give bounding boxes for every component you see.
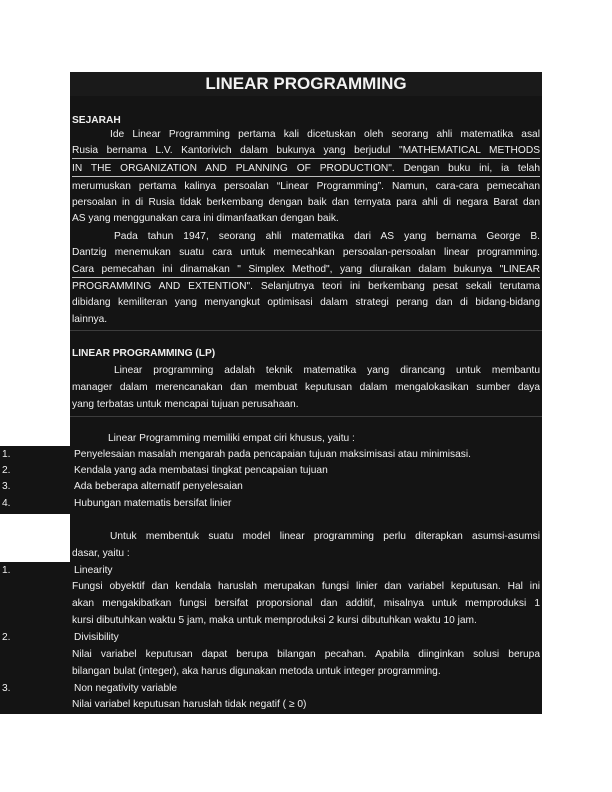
list-number: 4.	[2, 498, 11, 509]
paragraph-line: Rusia bernama L.V. Kantorivich dalam bukunya yang berjudul "MATHEMATICAL METHODS	[72, 144, 540, 159]
paragraph-line: Pada tahun 1947, seorang ahli matematika dari AS yang bernama George B.	[114, 231, 540, 242]
list-text: Non negativity variable	[74, 683, 178, 694]
list-number: 2.	[2, 465, 11, 476]
paragraph-line: manager dalam merencanakan dan membuat keputusan dalam mengalokasikan sumber daya	[72, 382, 540, 393]
page-title: LINEAR PROGRAMMING	[70, 72, 542, 96]
spacer-block	[70, 96, 542, 108]
section-heading-lp: LINEAR PROGRAMMING (LP)	[72, 348, 216, 359]
paragraph-line: PROGRAMMING AND EXTENTION". Selanjutnya teori ini berkembang pesat sekali terutama	[72, 281, 540, 292]
paragraph-line: dibidang kemiliteran yang menyangkut optimisasi dalam strategi perang dan di bidang-bidang	[72, 297, 540, 308]
paragraph-line: Ide Linear Programming pertama kali dicetuskan oleh seorang ahli matematika asal	[110, 129, 540, 140]
list-text: Hubungan matematis bersifat linier	[74, 498, 232, 509]
spacer-block	[70, 514, 542, 526]
list-number: 3.	[2, 683, 11, 694]
paragraph-line: Nilai variabel keputusan dapat berupa bilangan pecahan. Apabila diinginkan solusi berupa	[72, 649, 540, 660]
paragraph-line: IN THE ORGANIZATION AND PLANNING OF PRODUCTION". Dengan buku ini, ia telah	[72, 162, 540, 177]
paragraph-line: akan mengakibatkan fungsi bersifat proporsional dan additif, misalnya untuk memproduksi 1	[72, 598, 540, 609]
paragraph-line: Nilai variabel keputusan haruslah tidak negatif ( ≥ 0)	[72, 699, 307, 710]
list-text: Linearity	[74, 565, 113, 576]
paragraph-line: Dantzig menemukan suatu cara untuk memecahkan persoalan-persoalan linear programming.	[72, 247, 540, 258]
list-item	[0, 682, 540, 696]
ciri-intro: Linear Programming memiliki empat ciri khusus, yaitu :	[108, 433, 355, 444]
list-text: Divisibility	[74, 632, 119, 643]
paragraph-line: dasar, yaitu :	[72, 548, 130, 559]
list-item	[0, 564, 540, 578]
paragraph-line: Fungsi obyektif dan kendala haruslah merupakan fungsi linier dan variabel keputusan. Hal ini	[72, 581, 540, 592]
list-item	[0, 448, 540, 462]
paragraph-line: bilangan bulat (integer), aka harus digunakan metoda untuk integer programming.	[72, 666, 441, 677]
paragraph-line: lainnya.	[72, 314, 108, 325]
paragraph-line: yang terbatas untuk mencapai tujuan perusahaan.	[72, 399, 299, 410]
list-text: Ada beberapa alternatif penyelesaian	[74, 481, 243, 492]
section-heading-sejarah: SEJARAH	[72, 115, 121, 126]
list-number: 3.	[2, 481, 11, 492]
paragraph-line: AS yang menggunakan cara ini dimanfaatkan dengan baik.	[72, 213, 339, 224]
paragraph-line: merumuskan pertama kalinya persoalan “Linear Programming”. Namun, cara-cara pemecahan	[72, 181, 540, 192]
list-text: Penyelesaian masalah mengarah pada pencapaian tujuan maksimisasi atau minimisasi.	[74, 449, 471, 460]
paragraph-line: Cara pemecahan ini dinamakan " Simplex Method", yang diuraikan dalam bukunya "LINEAR	[72, 263, 540, 278]
paragraph-line: Linear programming adalah teknik matematika yang dirancang untuk membantu	[114, 365, 540, 376]
list-number: 1.	[2, 449, 11, 460]
list-item	[0, 631, 540, 645]
list-number: 2.	[2, 632, 11, 643]
list-item	[0, 464, 540, 478]
list-number: 1.	[2, 565, 11, 576]
list-item	[0, 497, 540, 511]
paragraph-line: kursi dibutuhkan waktu 5 jam, maka untuk memproduksi 2 kursi dibutuhkan waktu 10 jam.	[72, 615, 477, 626]
paragraph-line: Untuk membentuk suatu model linear programming perlu diterapkan asumsi-asumsi	[110, 531, 540, 542]
paragraph-line: persoalan in di Rusia tidak berkembang dengan baik dan ternyata para ahli di negara Barat dan	[72, 197, 540, 208]
list-text: Kendala yang ada membatasi tingkat pencapaian tujuan	[74, 465, 328, 476]
list-item	[0, 480, 540, 494]
